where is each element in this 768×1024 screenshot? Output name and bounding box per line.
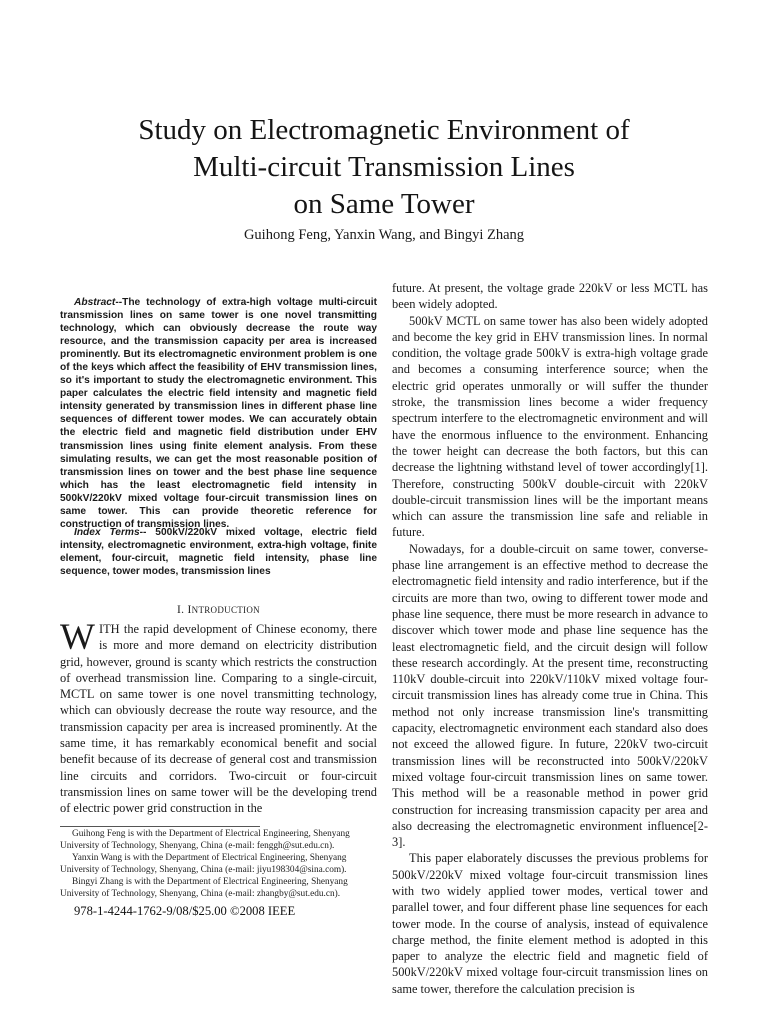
introduction-paragraph <box>60 617 377 817</box>
section-heading-introduction <box>60 604 377 616</box>
abstract <box>60 296 377 531</box>
footnote-1: Guihong Feng is with the Department of Electrical Engineering, Shenyang University of Technology, Shenyang, China (e-mail: fenggh@sut.edu.cn). <box>60 829 350 851</box>
paper-title <box>0 112 768 223</box>
right-paragraph-3: Nowadays, for a double-circuit on same tower, converse-phase line arrangement is an effective method to decrease the electromagnetic field intensity and radio interference, but if the circuits are more than two, owing to different tower mode and phase line sequence, there must be more research in advance to discover which tower mode and phase line sequence has the least electromagnetic field, and the circuit design will follow these research accordingly. At the present time, reconstructing 110kV double-circuit into 220kV/110kV mixed voltage four-circuit transmission lines has already come true in China. This method not only increase transmission line's transmitting capacity, electromagnetic environment each standard also does not exceed the allowed figure. In future, 220kV two-circuit transmission lines will be reconstructed into 500kV/220kV mixed voltage four-circuit transmission lines on same tower. This method will be a reasonable method in power grid construction for increasing transmission capacity per area and also decreasing the electromagnetic environment influence[2-3]. <box>392 541 708 850</box>
title-line-2: Multi-circuit Transmission Lines <box>193 151 575 183</box>
drop-cap: W <box>60 617 95 658</box>
title-line-1: Study on Electromagnetic Environment of <box>138 114 630 146</box>
index-terms-label: Index Terms <box>74 527 140 538</box>
right-paragraph-1: future. At present, the voltage grade 220kV or less MCTL has been widely adopted. <box>392 281 708 312</box>
right-paragraph-4: This paper elaborately discusses the previous problems for 500kV/220kV mixed voltage four-circuit transmission lines with two widely applied tower modes, vertical tower and parallel tower, and four different phase line sequences for each tower mode. In the course of analysis, instead of equivalence charge method, the finite element method is adopted in this paper to analyze the electric field and magnetic field of 500kV/220kV mixed voltage four-circuit transmission lines on same tower, therefore the calculation precision is <box>392 851 708 996</box>
section-first-letter: I <box>187 604 192 616</box>
author-list: Guihong Feng, Yanxin Wang, and Bingyi Zhang <box>243 227 525 243</box>
index-terms <box>60 526 377 578</box>
section-numeral: I. <box>177 604 188 616</box>
right-column <box>392 280 708 997</box>
right-paragraph-2: 500kV MCTL on same tower has also been widely adopted and become the key grid in EHV transmission lines. In normal condition, the voltage grade 500kV is extra-high voltage grade and becomes a consuming interference source; when the electric grid operates unmorally or will suffer the thunder stroke, the transmission lines become a wider frequency spectrum interfere to the electromagnetic environment and will have the enormous influence to the environment. Enhancing the tower height can decrease the both factors, but this can decrease the lightning withstand level of tower accordingly[1]. Therefore, constructing 500kV double-circuit with 220kV double-circuit transmission lines will be the important means which can assure the transmission line safe and reliable in future. <box>392 313 708 540</box>
footnote-2: Yanxin Wang is with the Department of Electrical Engineering, Shenyang University of Technology, Shenyang, China (e-mail: jiyu198304@sina.com). <box>60 853 347 875</box>
abstract-text: --The technology of extra-high voltage multi-circuit transmission lines on same tower is one novel transmitting technology, which can obviously decrease the route way resource, and the transmission capacity per area is increased prominently. But its electromagnetic environment problem is one of the keys which affect the feasibility of EHV transmission lines, so it's important to study the electromagnetic environment. This paper calculates the electric field intensity and magnetic field intensity generated by transmission lines in different phase line sequences of different tower modes. We can accurately obtain the electric field and magnetic field distribution under EHV transmission lines using finite element analysis. From these simulating results, we can get the most reasonable position of transmission lines on tower and the best phase line sequence which has the least electromagnetic field intensity in 500kV/220kV mixed voltage four-circuit transmission lines on same tower. This can provide theoretic reference for construction of transmission lines. <box>60 297 377 530</box>
title-line-3: on Same Tower <box>293 188 475 220</box>
footnote-rule <box>60 826 260 827</box>
footnote-3: Bingyi Zhang is with the Department of Electrical Engineering, Shenyang University of Technology, Shenyang, China (e-mail: zhangby@sut.edu.cn). <box>60 877 348 899</box>
abstract-label: Abstract <box>74 297 116 308</box>
index-terms-text: -- 500kV/220kV mixed voltage, electric field intensity, electromagnetic environment, extra-high voltage, finite element, four-circuit, magnetic field intensity, phase line sequence, tower modes, transmission lines <box>60 527 377 578</box>
section-title-rest: NTRODUCTION <box>191 605 260 615</box>
isbn-copyright: 978-1-4244-1762-9/08/$25.00 ©2008 IEEE <box>74 904 296 918</box>
introduction-text: ITH the rapid development of Chinese economy, there is more and more demand on electricity distribution grid, however, ground is scanty which restricts the construction of overhead transmission line. Comparing to a single-circuit, MCTL on same tower is one novel transmitting technology, which can obviously decrease the route way resource, and the transmission capacity per area is increased prominently. At the same time, it has remarkably economical benefit and social benefit because of its decrease of general cost and transmission line circuits and corridors. Two-circuit or four-circuit transmission lines on same tower will be the developing trend of electric power grid construction in the <box>60 622 377 816</box>
